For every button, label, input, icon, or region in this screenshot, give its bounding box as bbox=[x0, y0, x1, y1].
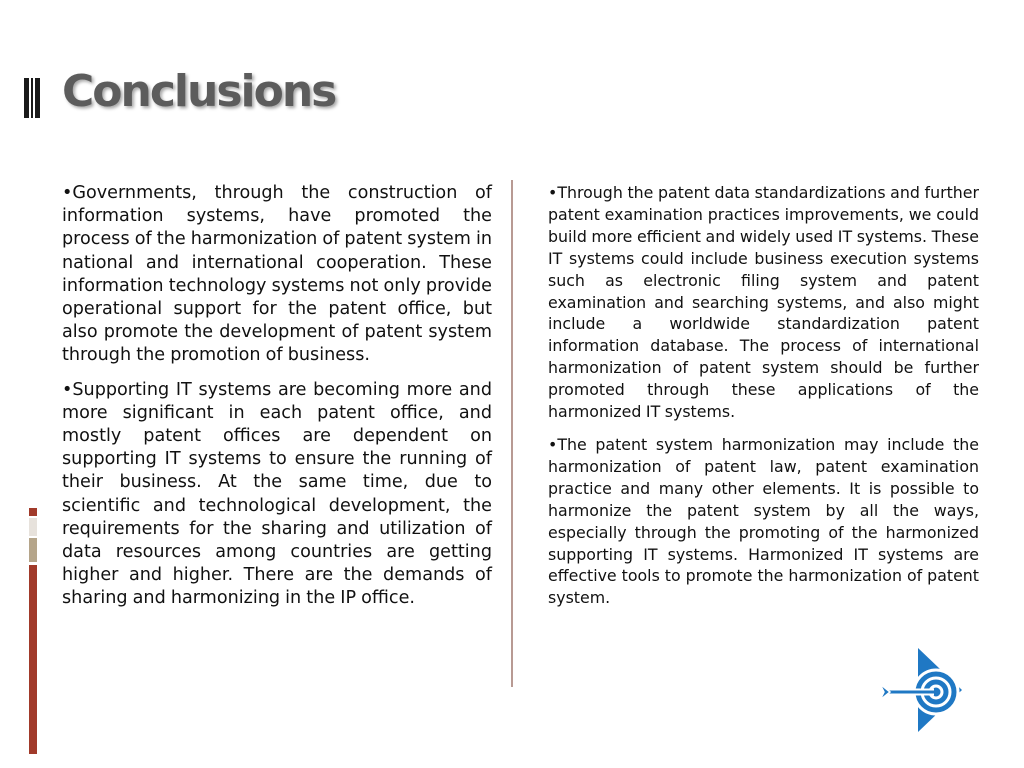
left-column bbox=[62, 182, 492, 622]
left-paragraph-2: •Supporting IT systems are becoming more and more significant in each patent office, and mostly patent offices are dependent on supporting IT systems to ensure the running of their business. At the same time, due to scientific and technological development, the requirements for the sharing and utilization of data resources among countries are getting higher and higher. There are the demands of sharing and harmonizing in the IP office. bbox=[62, 379, 492, 609]
target-arrow-icon bbox=[878, 646, 962, 734]
title-mark-icon bbox=[24, 78, 40, 118]
right-column bbox=[548, 182, 979, 620]
column-divider bbox=[511, 180, 513, 687]
right-paragraph-2: •The patent system harmonization may include the harmonization of patent law, patent examination practice and many other elements. It is possible to harmonize the patent system by all the ways, especially through the promoting of the harmonized supporting IT systems. Harmonized IT systems are effective tools to promote the harmonization of patent system. bbox=[548, 434, 979, 608]
slide-title: Conclusions bbox=[62, 66, 336, 117]
right-paragraph-1: •Through the patent data standardizations and further patent examination practices improvements, we could build more efficient and widely used IT systems. These IT systems could include business execution systems such as electronic filing system and patent examination and searching systems, and also might include a worldwide standardization patent information database. The process of international harmonization of patent system should be further promoted through these applications of the harmonized IT systems. bbox=[548, 183, 979, 422]
left-paragraph-1: •Governments, through the construction of information systems, have promoted the process of the harmonization of patent system in national and international cooperation. These information technology systems not only provide operational support for the patent office, but also promote the development of patent system through the promotion of business. bbox=[62, 183, 492, 366]
